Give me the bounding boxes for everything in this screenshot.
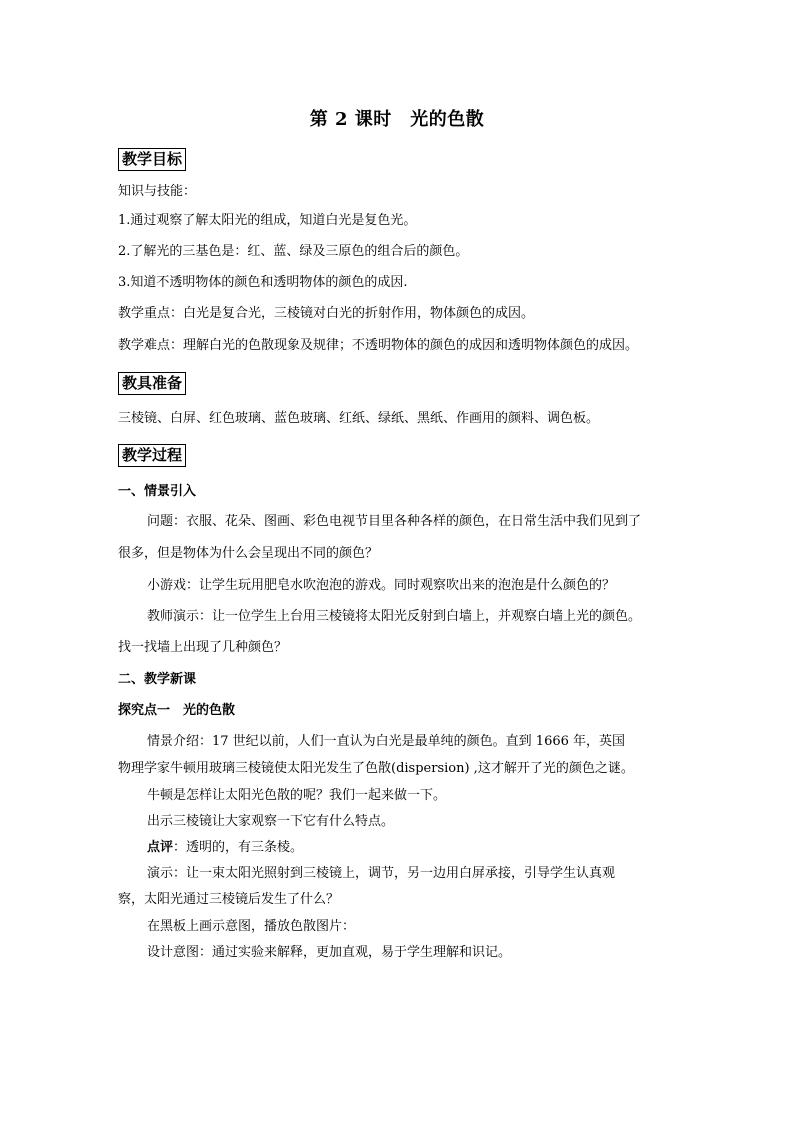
demo-line-2: 找一找墙上出现了几种颜色？ (118, 640, 288, 655)
part1-heading: 一、情景引入 (118, 484, 197, 499)
objective-item-2: 2.了解光的三基色是：红、蓝、绿及三原色的组合后的颜色。 (118, 244, 469, 259)
blackboard-text: 在黑板上画示意图，播放色散图片： (147, 919, 356, 934)
key-points: 教学重点：白光是复合光，三棱镜对白光的折射作用，物体颜色的成因。 (118, 306, 535, 321)
knowledge-heading: 知识与技能： (118, 184, 197, 199)
explore-heading: 探究点一 光的色散 (118, 703, 236, 718)
comment-label: 点评 (147, 840, 174, 855)
comment-line (147, 839, 303, 857)
question-line-2: 很多，但是物体为什么会呈现出不同的颜色？ (118, 546, 379, 561)
show-line-1: 演示：让一束太阳光照射到三棱镜上，调节，另一边用白屏承接，引导学生认真观 (147, 866, 616, 881)
intro-line-1: 情景介绍：17 世纪以前，人们一直认为白光是最单纯的颜色。直到 1666 年，英国 (147, 734, 626, 749)
comment-text: ：透明的，有三条棱。 (173, 840, 304, 855)
difficulties: 教学难点：理解白光的色散现象及规律；不透明物体的颜色的成因和透明物体颜色的成因。 (118, 338, 639, 353)
newton-text: 牛顿是怎样让太阳光色散的呢？我们一起来做一下。 (147, 788, 447, 803)
page-title: 第 2 课时 光的色散 (309, 109, 485, 130)
objective-item-1: 1.通过观察了解太阳光的组成，知道白光是复色光。 (118, 213, 417, 228)
tools-list: 三棱镜、白屏、红色玻璃、蓝色玻璃、红纸、绿纸、黑纸、作画用的颜料、调色板。 (118, 411, 600, 426)
game-text: 小游戏：让学生玩用肥皂水吹泡泡的游戏。同时观察吹出来的泡泡是什么颜色的？ (147, 578, 616, 593)
section-heading-process: 教学过程 (118, 444, 186, 467)
question-line-1: 问题：衣服、花朵、图画、彩色电视节目里各种各样的颜色，在日常生活中我们见到了 (147, 514, 642, 529)
show-line-2: 察，太阳光通过三棱镜后发生了什么？ (118, 892, 340, 907)
prism-text: 出示三棱镜让大家观察一下它有什么特点。 (147, 814, 395, 829)
intro-line-2: 物理学家牛顿用玻璃三棱镜使太阳光发生了色散(dispersion) ,这才解开了光的颜色之谜。 (118, 761, 634, 776)
demo-line-1: 教师演示：让一位学生上台用三棱镜将太阳光反射到白墙上，并观察白墙上光的颜色。 (147, 609, 642, 624)
objective-item-3: 3.知道不透明物体的颜色和透明物体的颜色的成因. (118, 275, 408, 290)
part2-heading: 二、教学新课 (118, 672, 197, 687)
design-text: 设计意图：通过实验来解释，更加直观，易于学生理解和识记。 (147, 945, 512, 960)
section-heading-tools: 教具准备 (118, 372, 186, 395)
section-heading-objectives: 教学目标 (118, 148, 186, 171)
